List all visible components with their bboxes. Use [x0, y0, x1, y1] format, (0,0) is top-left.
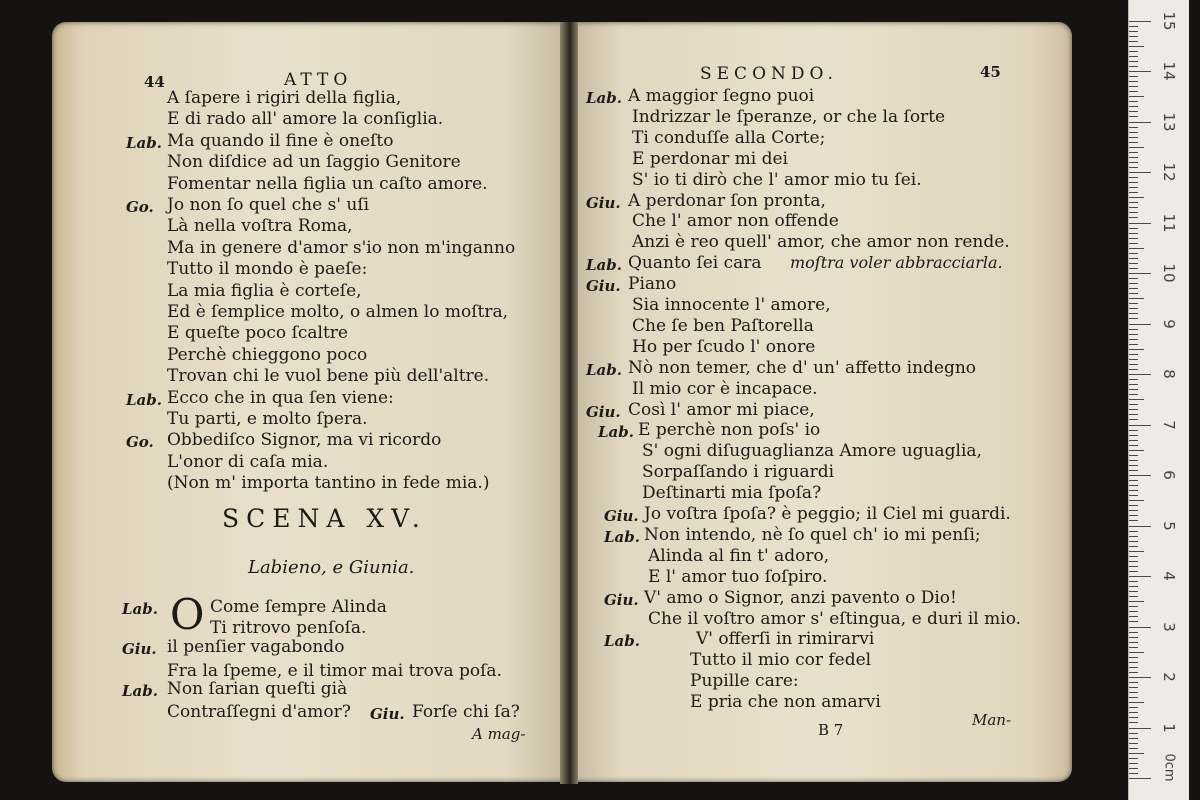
ruler-tick — [1129, 712, 1138, 713]
verse-line: Ho per ſcudo l' onore — [632, 336, 816, 357]
ruler-tick — [1129, 187, 1138, 188]
ruler-tick — [1129, 303, 1138, 304]
ruler-tick — [1129, 409, 1138, 410]
catchword: A mag- — [472, 725, 526, 743]
ruler-tick — [1129, 374, 1151, 375]
ruler-tick — [1129, 505, 1138, 506]
ruler-tick — [1129, 556, 1138, 557]
page-number: 45 — [980, 63, 1001, 81]
ruler-tick — [1129, 76, 1138, 77]
ruler-tick — [1129, 354, 1138, 355]
speaker-label: Giu. — [586, 402, 621, 421]
ruler-tick — [1129, 581, 1138, 582]
speaker-label: Lab. — [122, 682, 158, 700]
ruler-tick — [1129, 116, 1138, 117]
scene-title: SCENA XV. — [222, 504, 427, 533]
ruler-tick — [1129, 440, 1138, 441]
ruler-tick — [1129, 61, 1138, 62]
ruler-tick — [1129, 238, 1138, 239]
ruler-tick — [1129, 31, 1138, 32]
verse-line: Perchè chieggono poco — [167, 344, 368, 365]
ruler-tick — [1129, 207, 1138, 208]
ruler-tick — [1129, 364, 1138, 365]
ruler-tick — [1129, 621, 1138, 622]
ruler-number: 12 — [1160, 162, 1178, 182]
ruler-tick — [1129, 652, 1144, 653]
ruler-tick — [1129, 308, 1138, 309]
ruler-tick — [1129, 298, 1144, 299]
ruler-tick — [1129, 162, 1138, 163]
ruler-tick — [1129, 647, 1138, 648]
verse-line: Forſe chi ſa? — [412, 702, 520, 722]
ruler-tick — [1129, 182, 1138, 183]
verse-line: Trovan chi le vuol bene più dell'altre. — [167, 366, 490, 387]
ruler-tick — [1129, 728, 1151, 729]
verse-line: Tu parti, e molto ſpera. — [167, 409, 368, 429]
ruler-tick — [1129, 733, 1138, 734]
ruler-number: 14 — [1160, 61, 1178, 81]
ruler-tick — [1129, 470, 1138, 471]
ruler-tick — [1129, 369, 1138, 370]
ruler-tick — [1129, 394, 1138, 395]
ruler-tick — [1129, 248, 1144, 249]
verse-line: La mia figlia è corteſe, — [167, 280, 362, 301]
ruler-tick — [1129, 697, 1138, 698]
stage-direction: moſtra voler abbracciarla. — [790, 253, 1003, 273]
ruler-number: 3 — [1160, 621, 1178, 632]
ruler-tick — [1129, 520, 1138, 521]
ruler-tick — [1129, 268, 1138, 269]
verse-line: Ti ritrovo penſoſa. — [210, 618, 367, 638]
ruler-tick — [1129, 591, 1138, 592]
ruler-tick — [1129, 379, 1138, 380]
ruler-tick — [1129, 778, 1151, 779]
ruler-tick — [1129, 26, 1138, 27]
verse-line: Il mio cor è incapace. — [632, 378, 818, 399]
ruler-tick — [1129, 526, 1151, 527]
ruler-tick — [1129, 616, 1138, 617]
ruler-tick — [1129, 313, 1138, 314]
ruler-tick — [1129, 288, 1138, 289]
ruler-tick — [1129, 101, 1138, 102]
speaker-label: Lab. — [126, 390, 162, 409]
verse-line: V' offerſi in rimirarvi — [696, 629, 875, 650]
ruler-tick — [1129, 455, 1138, 456]
open-book — [52, 22, 1072, 784]
ruler-tick — [1129, 384, 1138, 385]
ruler-tick — [1129, 56, 1138, 57]
ruler-tick — [1129, 500, 1144, 501]
speaker-label: Giu. — [586, 193, 621, 212]
ruler-tick — [1129, 768, 1138, 769]
page-number: 44 — [144, 73, 165, 91]
ruler-tick — [1129, 399, 1144, 400]
ruler-tick — [1129, 142, 1138, 143]
ruler-tick — [1129, 480, 1138, 481]
ruler-tick — [1129, 657, 1138, 658]
running-header: SECONDO. — [700, 64, 838, 84]
verse-line: Che il voſtro amor s' eſtingua, e duri il mio. — [648, 608, 1022, 629]
ruler-number: 8 — [1160, 369, 1178, 379]
ruler-tick — [1129, 773, 1138, 774]
verse-line: A maggior ſegno puoi — [628, 86, 815, 106]
speaker-label: Lab. — [586, 89, 622, 107]
right-page — [572, 22, 1072, 782]
verse-line: E pria che non amarvi — [690, 692, 881, 713]
ruler-number: 5 — [1160, 520, 1178, 531]
ruler-tick — [1129, 46, 1144, 47]
ruler-number: 4 — [1160, 571, 1178, 581]
left-page — [52, 22, 566, 782]
ruler-tick — [1129, 334, 1138, 335]
ruler-tick — [1129, 611, 1138, 612]
ruler-tick — [1129, 243, 1138, 244]
ruler-tick — [1129, 177, 1138, 178]
ruler-tick — [1129, 490, 1138, 491]
ruler-tick — [1129, 753, 1144, 754]
verse-line: Ti conduſſe alla Corte; — [632, 127, 826, 148]
verse-line: Quanto ſei cara — [628, 253, 762, 274]
verse-line: V' amo o Signor, anzi pavento o Dio! — [644, 587, 957, 608]
ruler-tick — [1129, 152, 1138, 153]
ruler-tick — [1129, 414, 1138, 415]
ruler-tick — [1129, 127, 1138, 128]
speaker-label: Lab. — [586, 360, 622, 379]
verse-line: Così l' amor mi piace, — [628, 399, 815, 420]
speaker-label: Lab. — [586, 256, 622, 275]
verse-line: Anzi è reo quell' amor, che amor non rende. — [632, 232, 1010, 253]
verse-line: Tutto il mondo è paeſe: — [167, 259, 368, 280]
verse-line: Ma in genere d'amor s'io non m'inganno — [167, 237, 516, 258]
ruler-tick — [1129, 344, 1138, 345]
ruler-tick — [1129, 167, 1138, 168]
verse-line: Obbediſco Signor, ma vi ricordo — [167, 430, 442, 451]
ruler-number: 15 — [1160, 10, 1178, 31]
ruler-tick — [1129, 293, 1138, 294]
ruler-tick — [1129, 66, 1138, 67]
ruler-tick — [1129, 672, 1138, 673]
ruler-tick — [1129, 106, 1138, 107]
ruler-tick — [1129, 111, 1138, 112]
running-header: ATTO — [284, 70, 353, 90]
ruler-tick — [1129, 677, 1151, 678]
verse-line: E di rado all' amore la conſiglia. — [167, 109, 444, 130]
ruler-tick — [1129, 566, 1138, 567]
ruler-tick — [1129, 157, 1138, 158]
ruler-tick — [1129, 349, 1144, 350]
ruler-number: 13 — [1160, 111, 1178, 132]
ruler-number: 7 — [1160, 419, 1178, 430]
measuring-ruler — [1128, 0, 1189, 800]
ruler-tick — [1129, 510, 1138, 511]
speaker-label: Giu. — [586, 277, 621, 296]
ruler-tick — [1129, 692, 1138, 693]
ruler-number: 9 — [1160, 318, 1178, 329]
ruler-tick — [1129, 137, 1138, 138]
ruler-tick — [1129, 91, 1138, 92]
ruler-number: 2 — [1160, 672, 1178, 682]
ruler-tick — [1129, 228, 1138, 229]
ruler-tick — [1129, 722, 1138, 723]
ruler-tick — [1129, 435, 1138, 436]
ruler-tick — [1129, 743, 1138, 744]
verse-line: Come ſempre Alinda — [210, 597, 387, 617]
speaker-label: Lab. — [598, 423, 634, 442]
ruler-tick — [1129, 586, 1138, 587]
verse-line: il penſier vagabondo — [167, 637, 345, 657]
speaker-label: Giu. — [604, 590, 639, 609]
verse-line: Ma quando il fine è oneſto — [167, 130, 394, 151]
ruler-tick — [1129, 258, 1138, 259]
ruler-tick — [1129, 445, 1138, 446]
ruler-tick — [1129, 419, 1138, 420]
speaker-label: Lab. — [122, 600, 158, 618]
verse-line: Fomentar nella figlia un caſto amore. — [167, 173, 488, 194]
ruler-tick — [1129, 318, 1138, 319]
ruler-tick — [1129, 460, 1138, 461]
ruler-tick — [1129, 662, 1138, 663]
ruler-number: 1 — [1160, 722, 1178, 733]
ruler-tick — [1129, 217, 1138, 218]
ruler-tick — [1129, 425, 1151, 426]
verse-line: Indrizzar le ſperanze, or che la ſorte — [632, 106, 946, 127]
ruler-tick — [1129, 485, 1138, 486]
speaker-label: Go. — [126, 198, 154, 216]
ruler-tick — [1129, 273, 1151, 274]
ruler-tick — [1129, 763, 1138, 764]
ruler-tick — [1129, 223, 1151, 224]
ruler-tick — [1129, 122, 1151, 123]
book-gutter — [560, 22, 578, 784]
verse-line: Alinda al fin t' adoro, — [648, 545, 830, 566]
verse-line: Jo non ſo quel che s' uſi — [167, 195, 370, 215]
ruler-tick — [1129, 36, 1138, 37]
speaker-label: Giu. — [604, 507, 639, 525]
ruler-tick — [1129, 324, 1151, 325]
ruler-tick — [1129, 606, 1138, 607]
ruler-tick — [1129, 202, 1138, 203]
verse-line: Tutto il mio cor fedel — [690, 650, 872, 671]
ruler-tick — [1129, 687, 1138, 688]
ruler-tick — [1129, 541, 1138, 542]
ruler-tick — [1129, 495, 1138, 496]
speaker-label: Giu. — [370, 705, 405, 723]
verse-line: Non diſdice ad un ſaggio Genitore — [167, 152, 461, 173]
ruler-tick — [1129, 576, 1151, 577]
verse-line: A ſapere i rigiri della figlia, — [167, 88, 402, 108]
ruler-tick — [1129, 132, 1138, 133]
verse-line: Ecco che in qua ſen viene: — [167, 387, 394, 408]
verse-line: Non intendo, nè ſo quel ch' io mi penſi; — [644, 524, 981, 545]
verse-line: Nò non temer, che d' un' affetto indegno — [628, 357, 977, 378]
verse-line: Piano — [628, 274, 677, 295]
ruler-tick — [1129, 667, 1138, 668]
verse-line: Non ſarian queſti già — [167, 679, 348, 699]
ruler-tick — [1129, 561, 1138, 562]
ruler-tick — [1129, 551, 1144, 552]
ruler-tick — [1129, 404, 1138, 405]
ruler-tick — [1129, 96, 1144, 97]
ruler-tick — [1129, 627, 1151, 628]
signature-mark: B 7 — [818, 721, 844, 739]
ruler-tick — [1129, 682, 1138, 683]
verse-line: Ed è ſemplice molto, o almen lo moſtra, — [167, 302, 509, 322]
speaker-label: Go. — [126, 433, 154, 452]
ruler-tick — [1129, 172, 1151, 173]
ruler-tick — [1129, 637, 1138, 638]
verse-line: (Non m' importa tantino in fede mia.) — [167, 473, 490, 494]
ruler-tick — [1129, 389, 1138, 390]
ruler-tick — [1129, 475, 1151, 476]
ruler-tick — [1129, 546, 1138, 547]
ruler-tick — [1129, 233, 1138, 234]
verse-line: Fra la ſpeme, e il timor mai trova poſa. — [167, 661, 502, 681]
ruler-tick — [1129, 81, 1138, 82]
verse-line: Contraſſegni d'amor? — [167, 702, 351, 722]
verse-line: Deſtinarti mia ſpoſa? — [642, 483, 822, 504]
verse-line: E perdonar mi dei — [632, 148, 788, 169]
ruler-number: 11 — [1160, 212, 1178, 233]
verse-line: Là nella voſtra Roma, — [167, 216, 353, 237]
verse-line: E perchè non poſs' io — [638, 420, 821, 441]
ruler-tick — [1129, 515, 1138, 516]
ruler-tick — [1129, 702, 1144, 703]
verse-line: A perdonar ſon pronta, — [628, 190, 826, 211]
verse-line: S' ogni diſuguaglianza Amore uguaglia, — [642, 441, 982, 462]
verse-line: Jo voſtra ſpoſa? è peggio; il Ciel mi guardi. — [644, 504, 1011, 524]
verse-line: Sia innocente l' amore, — [632, 295, 831, 315]
catchword: Man- — [972, 711, 1012, 729]
ruler-tick — [1129, 51, 1138, 52]
verse-line: S' io ti dirò che l' amor mio tu ſei. — [632, 169, 922, 190]
verse-line: Che ſe ben Paſtorella — [632, 315, 814, 336]
ruler-tick — [1129, 71, 1151, 72]
ruler-tick — [1129, 212, 1138, 213]
ruler-tick — [1129, 359, 1138, 360]
ruler-tick — [1129, 329, 1138, 330]
verse-line: E queſte poco ſcaltre — [167, 323, 348, 344]
ruler-tick — [1129, 717, 1138, 718]
ruler-tick — [1129, 632, 1138, 633]
ruler-tick — [1129, 642, 1138, 643]
ruler-tick — [1129, 430, 1138, 431]
scene-characters: Labieno, e Giunia. — [248, 557, 415, 578]
ruler-tick — [1129, 758, 1138, 759]
ruler-tick — [1129, 339, 1138, 340]
ruler-tick — [1129, 192, 1138, 193]
drop-cap: O — [170, 590, 205, 639]
ruler-tick — [1129, 86, 1138, 87]
ruler-tick — [1129, 283, 1138, 284]
speaker-label: Lab. — [126, 133, 162, 152]
ruler-number: 10 — [1160, 263, 1178, 283]
speaker-label: Lab. — [604, 527, 640, 546]
ruler-tick — [1129, 41, 1138, 42]
ruler-tick — [1129, 601, 1144, 602]
verse-line: Sorpaſſando i riguardi — [642, 462, 835, 483]
ruler-unit: 0cm — [1161, 753, 1177, 782]
ruler-tick — [1129, 278, 1138, 279]
verse-line: E l' amor tuo ſoſpiro. — [648, 566, 828, 587]
ruler-tick — [1129, 263, 1138, 264]
verse-line: Che l' amor non offende — [632, 211, 839, 232]
ruler-tick — [1129, 738, 1138, 739]
speaker-label: Giu. — [122, 640, 157, 658]
ruler-tick — [1129, 147, 1144, 148]
ruler-tick — [1129, 596, 1138, 597]
ruler-tick — [1129, 531, 1138, 532]
speaker-label: Lab. — [604, 632, 640, 651]
ruler-tick — [1129, 536, 1138, 537]
ruler-tick — [1129, 465, 1138, 466]
verse-line: L'onor di caſa mia. — [167, 451, 329, 472]
ruler-tick — [1129, 571, 1138, 572]
ruler-tick — [1129, 748, 1138, 749]
ruler-tick — [1129, 197, 1144, 198]
ruler-tick — [1129, 707, 1138, 708]
ruler-tick — [1129, 450, 1144, 451]
verse-line: Pupille care: — [690, 671, 799, 692]
ruler-tick — [1129, 253, 1138, 254]
ruler-number: 6 — [1160, 470, 1178, 480]
ruler-tick — [1129, 21, 1151, 22]
